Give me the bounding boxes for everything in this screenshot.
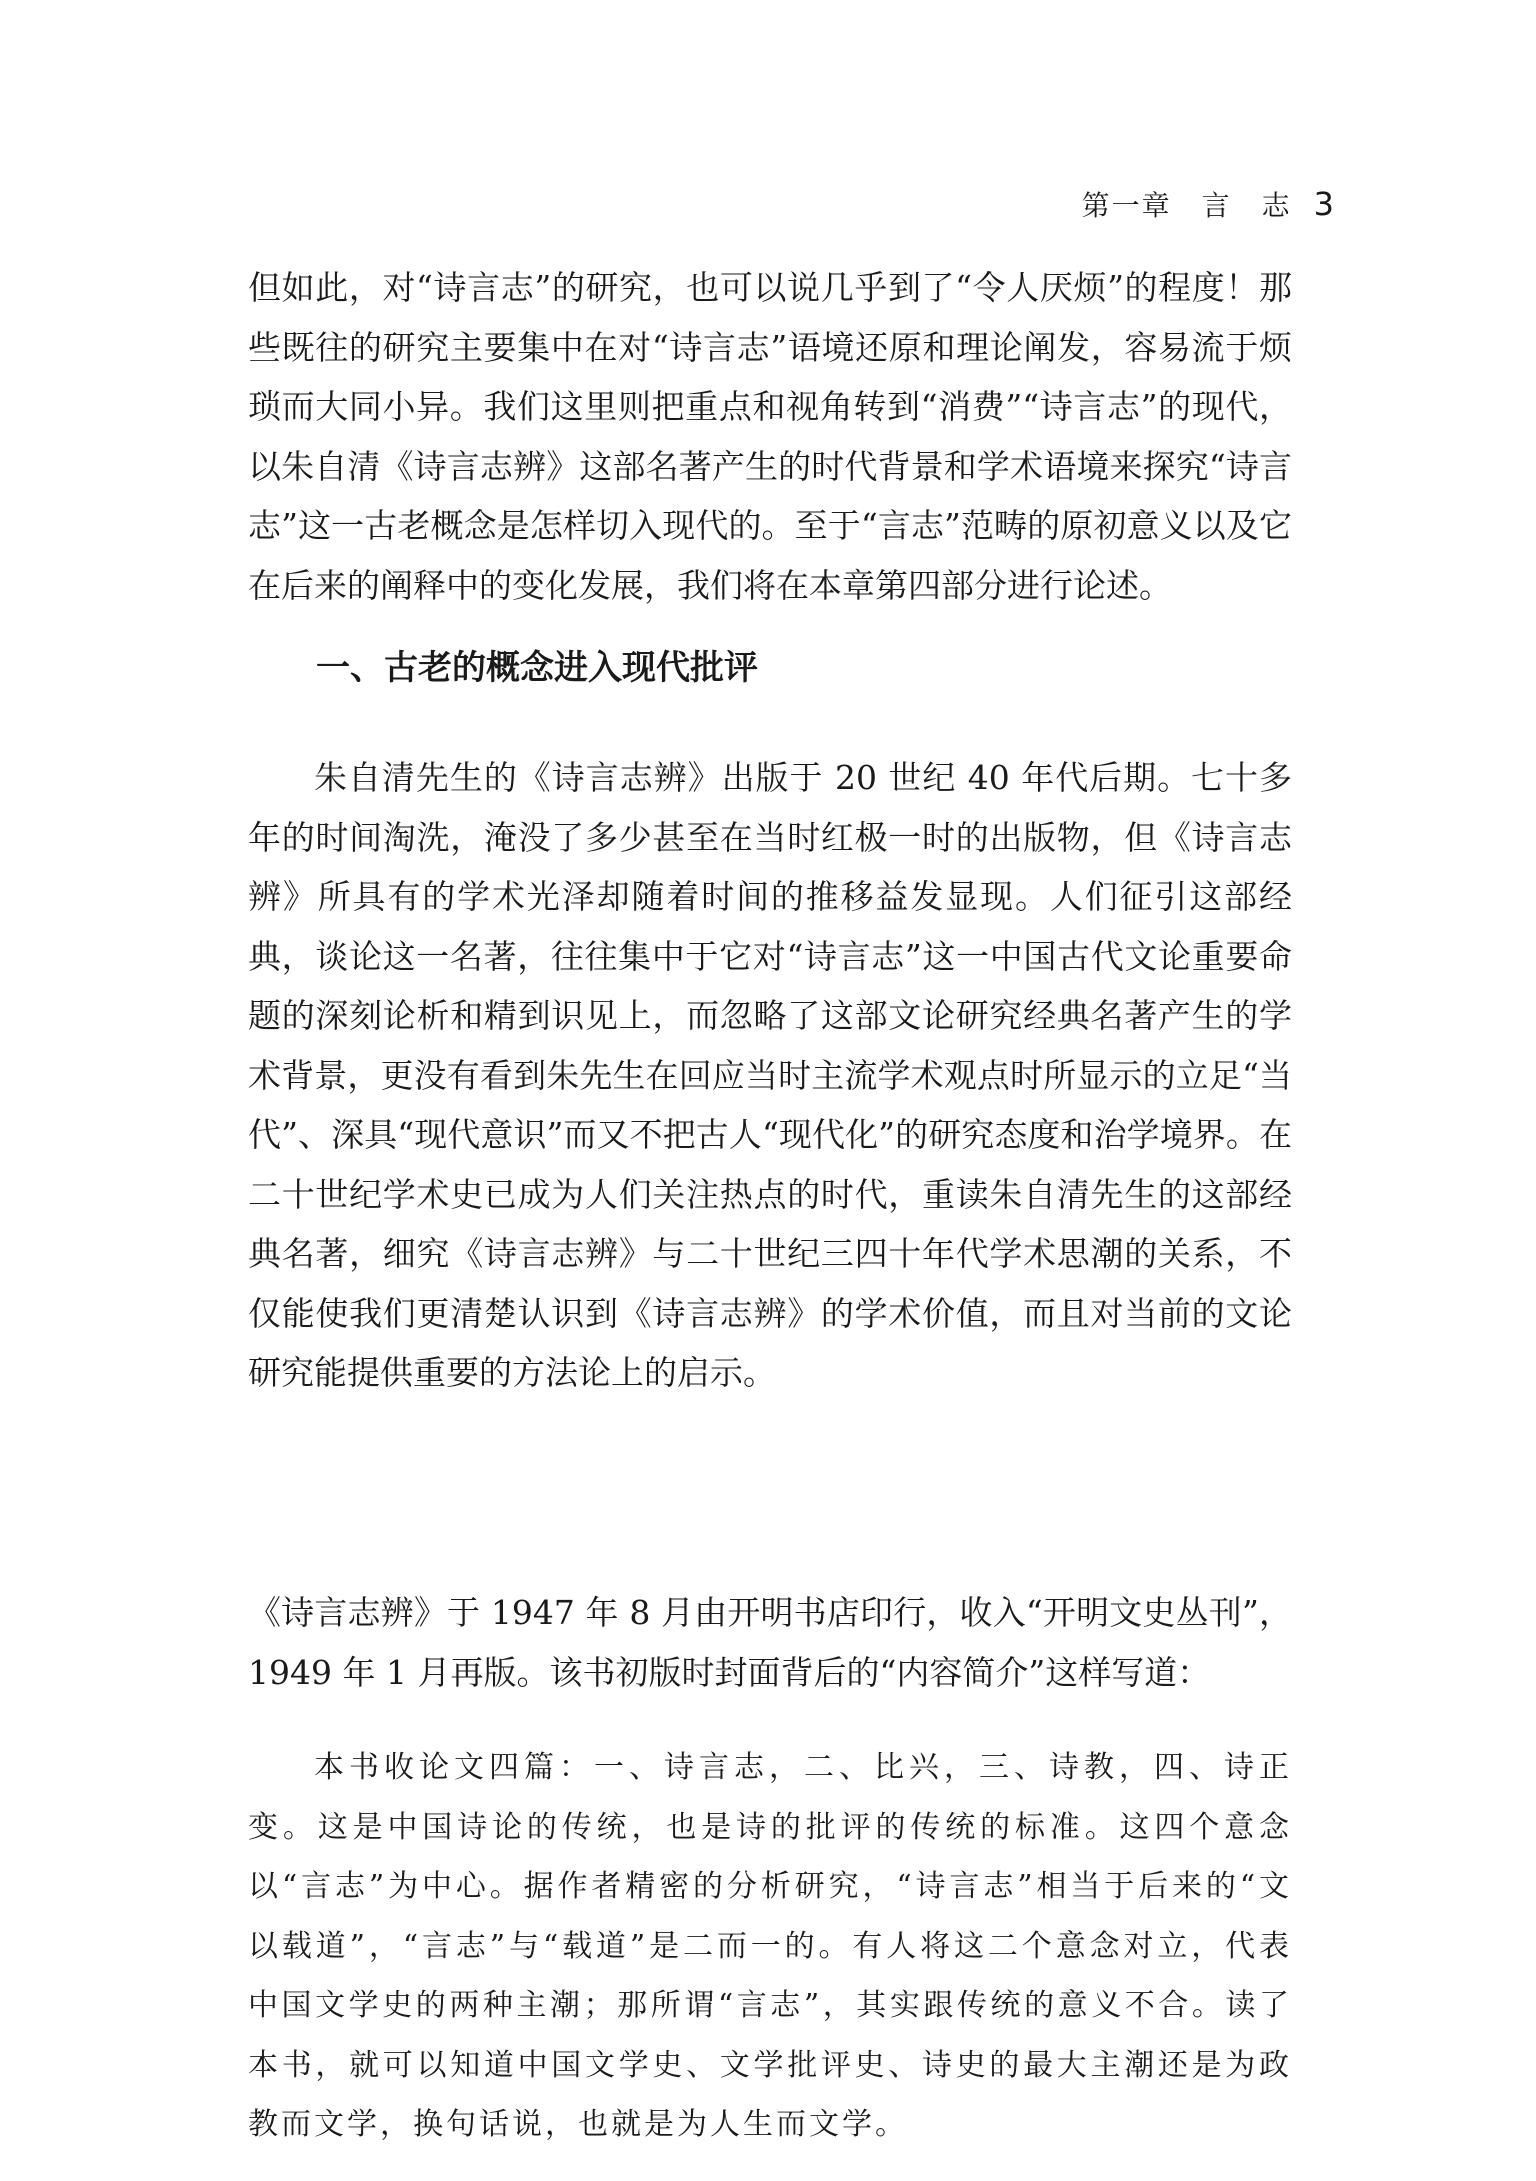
section-heading: 一、古老的概念进入现代批评 [316,648,758,688]
section-paragraph: 朱自清先生的《诗言志辨》出版于 20 世纪 40 年代后期。七十多年的时间淘洗，淹没了多少甚至在当时红极一时的出版物，但《诗言志辨》所具有的学术光泽却随着时间的推移益发显现。人们征引这部经典，谈论这一名著，往往集中于它对“诗言志”这一中国古代文论重要命题的深刻论析和精到识见上，而忽略了这部文论研究经典名著产生的学术背景，更没有看到朱先生在回应当时主流学术观点时所显示的立足“当代”、深具“现代意识”而又不把古人“现代化”的研究态度和治学境界。在二十世纪学术史已成为人们关注热点的时代，重读朱自清先生的这部经典名著，细究《诗言志辨》与二十世纪三四十年代学术思潮的关系，不仅能使我们更清楚认识到《诗言志辨》的学术价值，而且对当前的文论研究能提供重要的方法论上的启示。 [248,758,1292,1392]
chapter-title: 第一章 言 志 [1081,189,1292,222]
running-header [1082,184,1334,224]
publication-paragraph: 《诗言志辨》于 1947 年 8 月由开明书店印行，收入“开明文史丛刊”，1949 年 1 月再版。该书初版时封面背后的“内容简介”这样写道： [248,1593,1292,1692]
quoted-summary: 本书收论文四篇：一、诗言志，二、比兴，三、诗教，四、诗正变。这是中国诗论的传统，也是诗的批评的传统的标准。这四个意念以“言志”为中心。据作者精密的分析研究，“诗言志”相当于后来的“文以载道”，“言志”与“载道”是二而一的。有人将这二个意念对立，代表中国文学史的两种主潮；那所谓“言志”，其实跟传统的意义不合。读了本书，就可以知道中国文学史、文学批评史、诗史的最大主潮还是为政教而文学，换句话说，也就是为人生而文学。 [248,1750,1292,2142]
intro-paragraph: 但如此，对“诗言志”的研究，也可以说几乎到了“令人厌烦”的程度！那些既往的研究主要集中在对“诗言志”语境还原和理论阐发，容易流于烦琐而大同小异。我们这里则把重点和视角转到“消费”“诗言志”的现代，以朱自清《诗言志辨》这部名著产生的时代背景和学术语境来探究“诗言志”这一古老概念是怎样切入现代的。至于“言志”范畴的原初意义以及它在后来的阐释中的变化发展，我们将在本章第四部分进行论述。 [248,268,1292,605]
page-number: 3 [1313,185,1334,223]
